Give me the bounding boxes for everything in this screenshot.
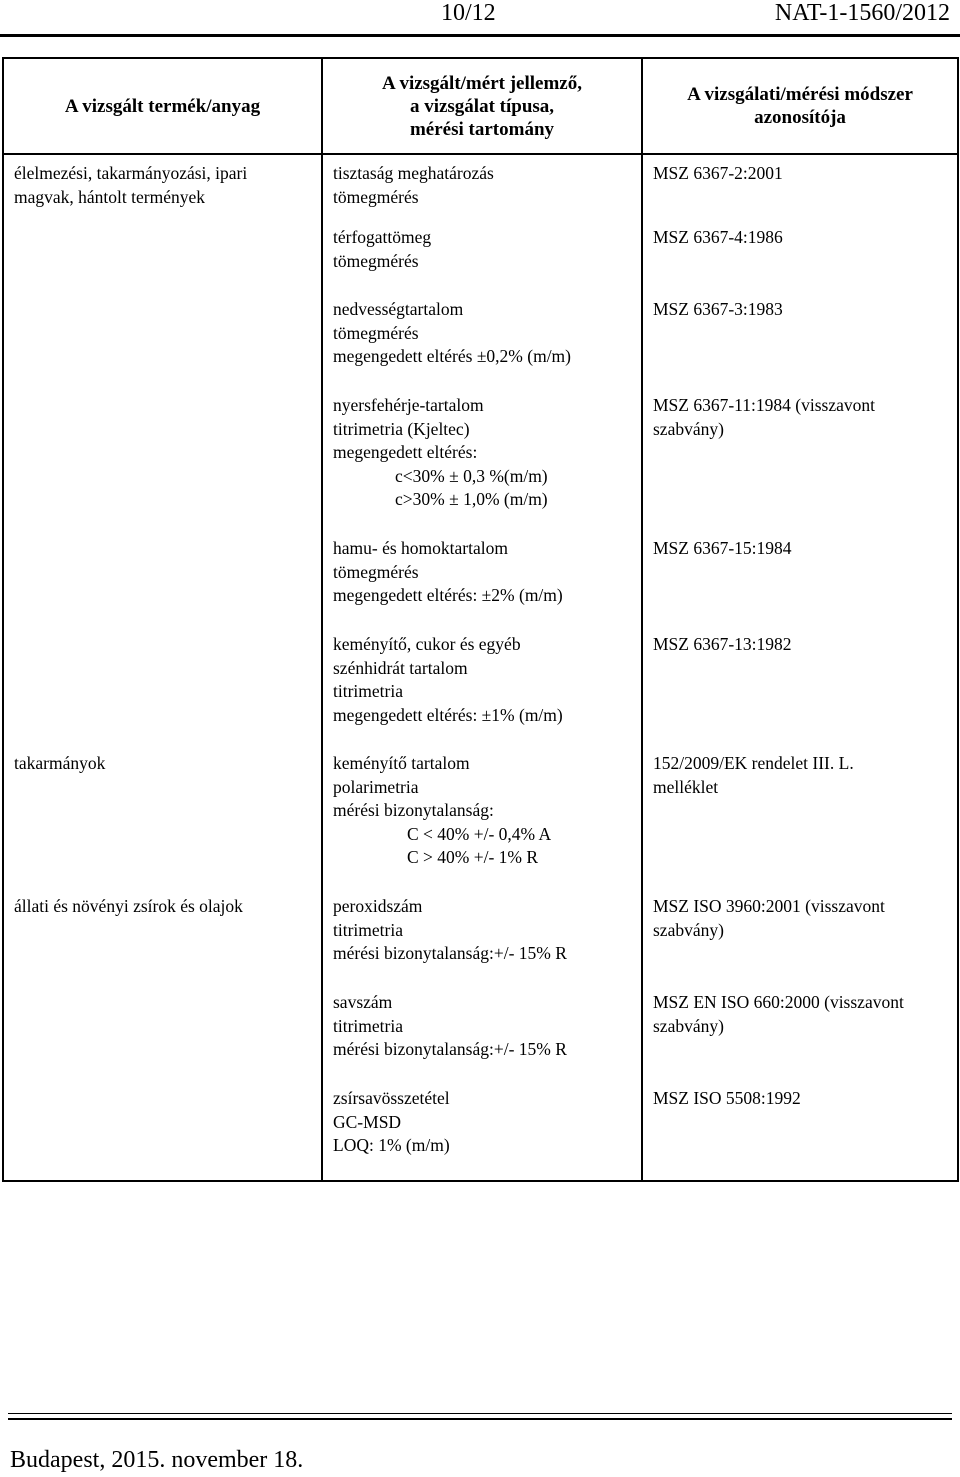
table-row — [3, 991, 958, 1087]
cell-product: takarmányok — [3, 752, 322, 895]
cell-method: MSZ ISO 3960:2001 (visszavont szabvány) — [642, 895, 958, 991]
cell-product — [3, 226, 322, 298]
footer-rule — [8, 1413, 952, 1414]
footer-rule-thick — [8, 1418, 952, 1420]
cell-product: állati és növényi zsírok és olajok — [3, 895, 322, 991]
cell-method: MSZ 6367-15:1984 — [642, 537, 958, 633]
cell-method: MSZ 6367-4:1986 — [642, 226, 958, 298]
accreditation-table — [2, 57, 959, 1182]
cell-method: MSZ 6367-2:2001 — [642, 154, 958, 226]
header-method: A vizsgálati/mérési módszer azonosítója — [642, 58, 958, 154]
cell-product — [3, 991, 322, 1087]
cell-method: 152/2009/EK rendelet III. L. melléklet — [642, 752, 958, 895]
header-rule — [0, 34, 960, 37]
cell-characteristic: keményítő tartalom polarimetria mérési bizonytalanság: C < 40% +/- 0,4% A C > 40% +/- 1% R — [322, 752, 642, 895]
cell-product — [3, 537, 322, 633]
table-row — [3, 895, 958, 991]
cell-method: MSZ 6367-13:1982 — [642, 633, 958, 752]
cell-method: MSZ 6367-11:1984 (visszavont szabvány) — [642, 394, 958, 537]
cell-characteristic: nyersfehérje-tartalom titrimetria (Kjeltec) megengedett eltérés: c<30% ± 0,3 %(m/m) c>30% ± 1,0% (m/m) — [322, 394, 642, 537]
cell-product — [3, 1087, 322, 1181]
cell-method: MSZ EN ISO 660:2000 (visszavont szabvány) — [642, 991, 958, 1087]
table-header-row — [3, 58, 958, 154]
document-id: NAT-1-1560/2012 — [774, 0, 950, 26]
table-row — [3, 1087, 958, 1181]
cell-characteristic: savszám titrimetria mérési bizonytalanság:+/- 15% R — [322, 991, 642, 1087]
cell-characteristic: hamu- és homoktartalom tömegmérés megengedett eltérés: ±2% (m/m) — [322, 537, 642, 633]
cell-product — [3, 394, 322, 537]
table-row — [3, 154, 958, 226]
cell-method: MSZ ISO 5508:1992 — [642, 1087, 958, 1181]
cell-characteristic: zsírsavösszetétel GC-MSD LOQ: 1% (m/m) — [322, 1087, 642, 1181]
footer-place-date: Budapest, 2015. november 18. — [10, 1447, 304, 1473]
cell-characteristic: peroxidszám titrimetria mérési bizonytalanság:+/- 15% R — [322, 895, 642, 991]
table-row — [3, 298, 958, 394]
cell-method: MSZ 6367-3:1983 — [642, 298, 958, 394]
cell-characteristic: nedvességtartalom tömegmérés megengedett eltérés ±0,2% (m/m) — [322, 298, 642, 394]
table-row — [3, 226, 958, 298]
cell-characteristic: térfogattömeg tömegmérés — [322, 226, 642, 298]
cell-product — [3, 633, 322, 752]
table-row — [3, 394, 958, 537]
cell-product — [3, 298, 322, 394]
cell-characteristic: tisztaság meghatározás tömegmérés — [322, 154, 642, 226]
table-row — [3, 752, 958, 895]
table-row — [3, 633, 958, 752]
header-product: A vizsgált termék/anyag — [3, 58, 322, 154]
page-number: 10/12 — [441, 0, 496, 26]
cell-characteristic: keményítő, cukor és egyéb szénhidrát tartalom titrimetria megengedett eltérés: ±1% (m/m) — [322, 633, 642, 752]
table-row — [3, 537, 958, 633]
header-characteristic: A vizsgált/mért jellemző, a vizsgálat típusa, mérési tartomány — [322, 58, 642, 154]
cell-product: élelmezési, takarmányozási, ipari magvak, hántolt termények — [3, 154, 322, 226]
